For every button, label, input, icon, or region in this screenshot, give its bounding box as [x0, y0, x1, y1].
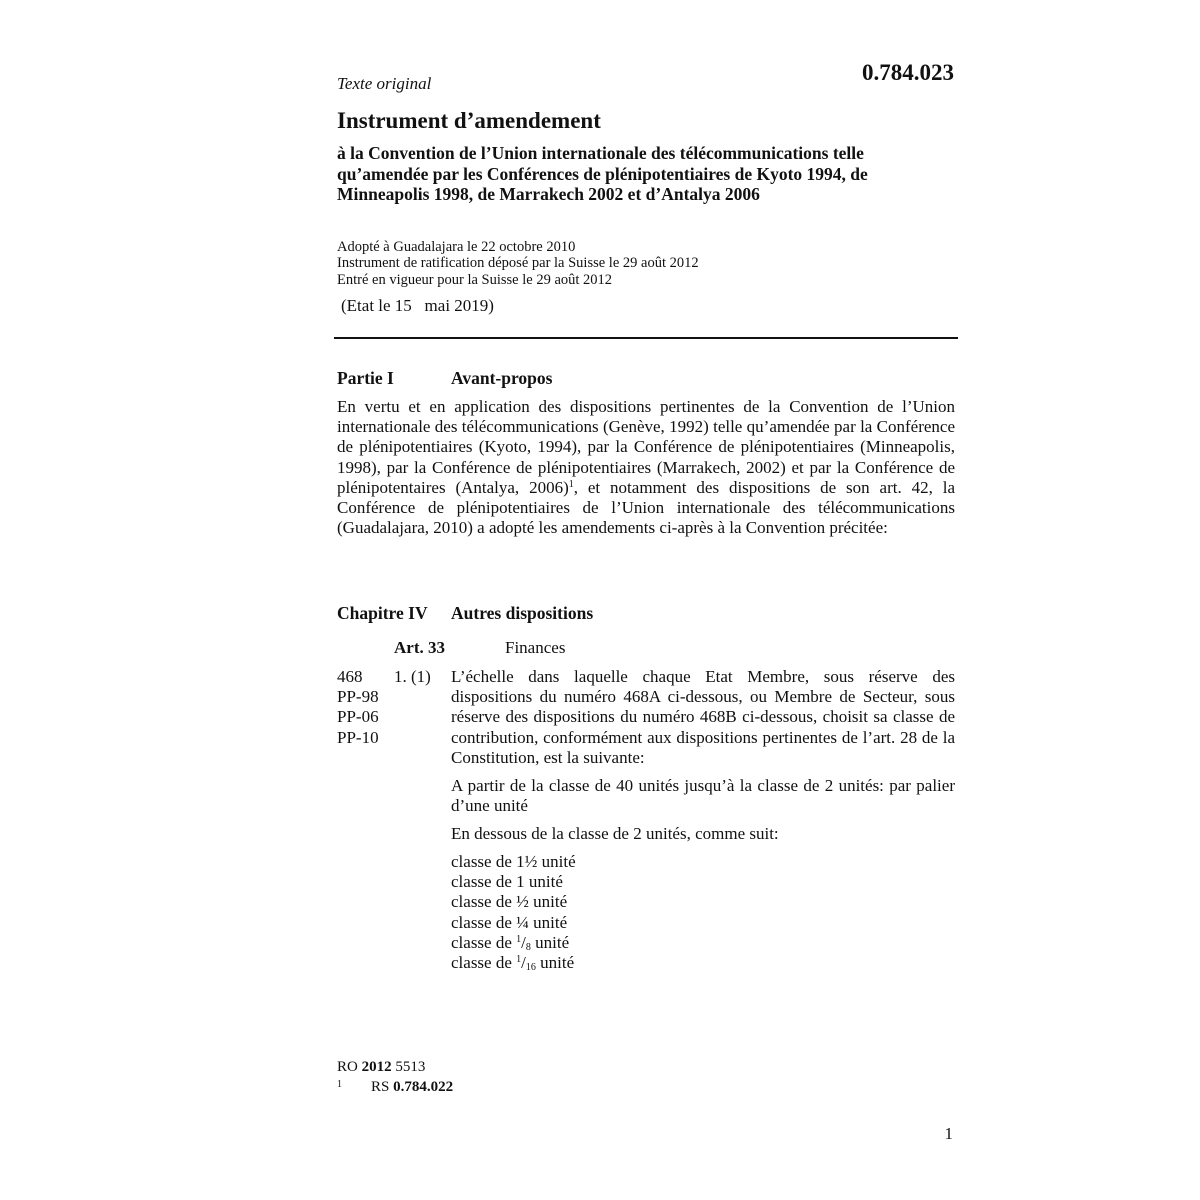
margin-ref: 468	[337, 667, 363, 686]
margin-ref: PP-98	[337, 687, 379, 707]
ro-page: 5513	[391, 1059, 426, 1075]
preamble-text: En vertu et en application des dispositions pertinentes de la Convention de l’Union internationale des télécommunications (Genève, 1992) telle qu’amendée par la Conférence de plénipotentiaires (Kyoto, 1994), par la Conférence de plénipotentiaires (Minneapolis, 1998), par la Conférence de plénipotentiaires (Marrakech, 2002) et par la Conférence de plénipotentaires (Antalya, 2006)	[337, 397, 955, 497]
fraction-denominator: 16	[525, 962, 536, 974]
fraction-slash: /	[521, 953, 526, 973]
status-date: (Etat le 15 mai 2019)	[341, 296, 494, 315]
margin-ref: PP-10	[337, 727, 379, 747]
ro-year: 2012	[361, 1059, 392, 1075]
margin-references	[337, 667, 379, 748]
part-number: Partie I	[337, 368, 394, 388]
preamble-text-cont: , et notamment des dispositions de son art. 42, la Conférence de plénipotentiaires de l’Union internationale des télécommunications (Guadalajara, 2010) a adopté les amendements ci-après à la Convention précitée:	[337, 477, 956, 538]
fraction-numerator: 1	[516, 933, 522, 945]
footnote-number: 1	[337, 1079, 342, 1090]
original-text-label: Texte original	[337, 74, 432, 93]
document-title: Instrument d’amendement	[337, 108, 601, 133]
ro-prefix: RO	[337, 1059, 362, 1075]
contribution-classes-list	[451, 852, 576, 973]
chapter-heading	[337, 603, 593, 624]
chapter-number: Chapitre IV	[337, 603, 428, 623]
scale-paragraph: A partir de la classe de 40 unités jusqu’à la classe de 2 unités: par palier d’une unité	[451, 776, 955, 816]
article-title: Finances	[505, 638, 566, 657]
sr-number: 0.784.023	[862, 60, 954, 85]
article-number: Art. 33	[394, 638, 445, 657]
page-number: 1	[944, 1124, 953, 1143]
list-item	[451, 953, 576, 973]
list-item	[451, 933, 576, 953]
part-heading	[337, 368, 552, 389]
footnote-reference[interactable]: 1	[568, 478, 574, 490]
fraction-numerator: 1	[516, 954, 522, 966]
fraction-denominator: 8	[525, 941, 531, 953]
margin-ref: PP-06	[337, 707, 379, 727]
class-suffix: unité	[535, 953, 575, 973]
list-item: classe de ½ unité	[451, 892, 568, 912]
class-prefix: classe de	[451, 953, 517, 973]
footnote-prefix: RS	[371, 1079, 394, 1095]
list-item: classe de 1½ unité	[451, 852, 576, 871]
part-title: Avant-propos	[451, 368, 553, 388]
document-subtitle: à la Convention de l’Union internationale des télécommunications telle qu’amendée par les Conférences de plénipotentiaires de Kyoto 1994, de Minneapolis 1998, de Marrakech 2002 et d’Antalya 2006	[337, 143, 868, 204]
chapter-title: Autres dispositions	[451, 603, 594, 623]
below-scale-paragraph: En dessous de la classe de 2 unités, comme suit:	[451, 824, 779, 843]
in-force-date: Entré en vigueur pour la Suisse le 29 août 2012	[337, 271, 613, 288]
fraction-slash: /	[521, 932, 526, 952]
ratification-date: Instrument de ratification déposé par la Suisse le 29 août 2012	[337, 255, 699, 272]
preamble-paragraph	[337, 397, 955, 538]
paragraph-number: 1. (1)	[394, 667, 431, 686]
adoption-metadata	[337, 239, 699, 288]
header-divider	[334, 337, 958, 339]
adopted-date: Adopté à Guadalajara le 22 octobre 2010	[337, 239, 576, 255]
ro-reference	[337, 1059, 425, 1076]
list-item: classe de 1 unité	[451, 872, 563, 892]
article-heading	[394, 638, 565, 658]
article-paragraph: L’échelle dans laquelle chaque Etat Membre, sous réserve des dispositions du numéro 468A ci-dessous, ou Membre de Secteur, sous réserve des dispositions du numéro 468B ci-dessous, choisit sa classe de contribution, conformément aux dispositions pertinentes de l’art. 28 de la Constitution, est la suivante:	[451, 667, 955, 767]
list-item: classe de ¼ unité	[451, 912, 568, 932]
footnote-link[interactable]: 0.784.022	[393, 1079, 454, 1095]
footnote	[337, 1079, 453, 1096]
class-prefix: classe de	[451, 932, 517, 952]
class-suffix: unité	[530, 932, 570, 952]
